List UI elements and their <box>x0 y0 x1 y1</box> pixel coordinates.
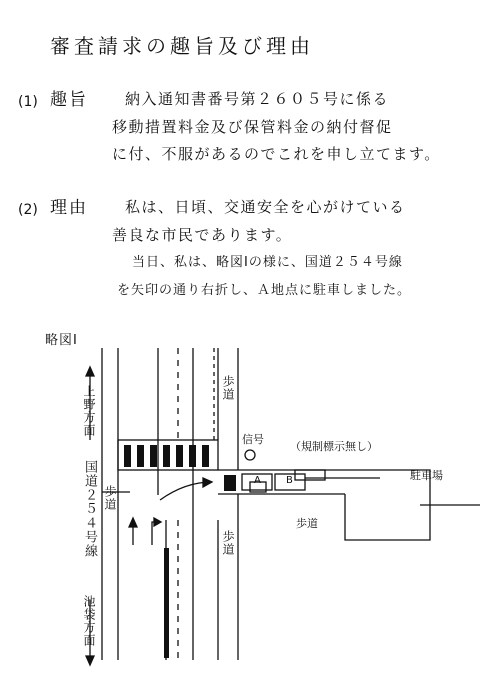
right-turn-arrow-head <box>154 518 161 526</box>
section2-detail-1: 当日、私は、略図Ⅰの様に、国道２５４号線 <box>132 255 403 270</box>
section2-line-2: 善良な市民であります。 <box>112 226 293 244</box>
section1-line-3: に付、不服があるのでこれを申し立てます。 <box>112 145 441 163</box>
section2-detail-2: を矢印の通り右折し、Ａ地点に駐車しました。 <box>117 283 412 298</box>
median-bar <box>164 548 169 658</box>
section1-line-1: 納入通知書番号第２６０５号に係る <box>125 90 390 108</box>
label-up-direction: 上野方面 <box>82 385 96 437</box>
label-point-b: B <box>286 475 293 486</box>
crosswalk-stripe <box>124 445 131 467</box>
label-sidewalk-right-bottom: 歩道 <box>221 530 235 556</box>
label-route: 国道２５４号線 <box>82 460 97 558</box>
signal-icon <box>245 450 255 460</box>
section1-line-2: 移動措置料金及び保管料金の納付督促 <box>112 118 393 136</box>
label-point-a: A <box>254 475 261 486</box>
turn-arrow-head <box>203 478 212 487</box>
crosswalk-stripe <box>137 445 144 467</box>
label-signal: 信号 <box>242 433 264 446</box>
crosswalk-side <box>224 475 236 491</box>
label-parking: 駐車場 <box>410 469 443 482</box>
map-title: 略図Ⅰ <box>45 333 78 348</box>
crosswalk-stripe <box>163 445 170 467</box>
label-down-direction: 池袋方面 <box>82 595 96 647</box>
section1-heading: 趣旨 <box>50 90 88 110</box>
section2-line-1: 私は、日頃、交通安全を心がけている <box>125 198 406 216</box>
label-no-marking: （規制標示無し） <box>290 440 378 453</box>
label-sidewalk-right-top: 歩道 <box>221 375 235 401</box>
crosswalk-stripe <box>150 445 157 467</box>
crosswalk-stripe <box>176 445 183 467</box>
label-sidewalk-bottom: 歩道 <box>296 517 318 530</box>
section2-heading: 理由 <box>50 198 88 218</box>
section2-number: (2) <box>18 202 38 218</box>
document-title: 審査請求の趣旨及び理由 <box>50 34 314 58</box>
straight-arrow-head <box>129 518 137 527</box>
label-sidewalk-left: 歩道 <box>103 485 117 511</box>
crosswalk-stripe <box>189 445 196 467</box>
crosswalk-stripe <box>202 445 209 467</box>
section1-number: (1) <box>18 94 38 110</box>
